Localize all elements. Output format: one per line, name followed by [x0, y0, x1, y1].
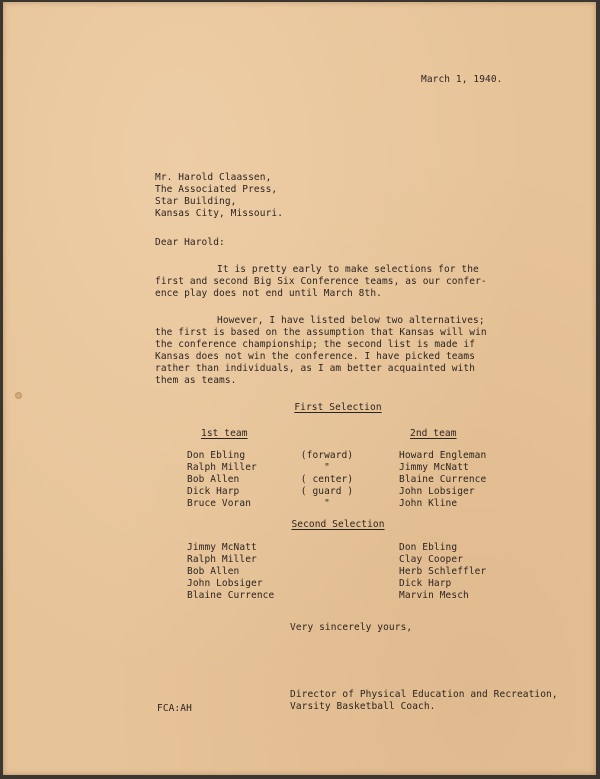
- first-team-header: 1st team: [201, 428, 248, 439]
- paragraph-line: the conference championship; the second list is made if: [155, 339, 476, 350]
- paragraph-line: It is pretty early to make selections for the: [217, 264, 479, 275]
- position-label: ": [324, 462, 330, 473]
- salutation: Dear Harold:: [155, 237, 225, 248]
- address-line: Star Building,: [155, 196, 237, 207]
- address-line: Mr. Harold Claassen,: [155, 172, 272, 183]
- typist-initials: FCA:AH: [157, 703, 192, 714]
- second-selection-heading: Second Selection: [291, 519, 385, 530]
- paragraph-line: first and second Big Six Conference teams, as our confer-: [155, 276, 487, 287]
- paragraph-line: Kansas does not win the conference. I have picked teams: [155, 351, 476, 362]
- paragraph-line: ence play does not end until March 8th.: [155, 288, 382, 299]
- punch-hole-mark: [15, 392, 22, 399]
- signature-title-line: Director of Physical Education and Recreation,: [290, 689, 558, 700]
- player-name: Ralph Miller: [187, 554, 257, 565]
- player-name: Clay Cooper: [399, 554, 464, 565]
- player-name: Don Ebling: [399, 542, 458, 553]
- player-name: John Kline: [399, 498, 458, 509]
- player-name: Bob Allen: [187, 474, 240, 485]
- paragraph-line: However, I have listed below two alternatives;: [217, 315, 485, 326]
- player-name: Blaine Currence: [187, 590, 275, 601]
- player-name: Dick Harp: [399, 578, 452, 589]
- player-name: Bob Allen: [187, 566, 240, 577]
- second-team-header: 2nd team: [410, 428, 457, 439]
- letter-page: [3, 2, 596, 775]
- player-name: Bruce Voran: [187, 498, 252, 509]
- player-name: Jimmy McNatt: [399, 462, 469, 473]
- player-name: Jimmy McNatt: [187, 542, 257, 553]
- player-name: Herb Schleffler: [399, 566, 487, 577]
- paragraph-line: the first is based on the assumption that Kansas will win: [155, 327, 487, 338]
- position-label: ( guard ): [300, 486, 354, 497]
- signature-title-line: Varsity Basketball Coach.: [290, 701, 436, 712]
- first-selection-heading: First Selection: [294, 402, 382, 413]
- position-label: (forward): [300, 450, 354, 461]
- player-name: Ralph Miller: [187, 462, 257, 473]
- closing: Very sincerely yours,: [290, 622, 413, 633]
- position-label: ( center): [300, 474, 354, 485]
- paragraph-line: them as teams.: [155, 375, 237, 386]
- player-name: Marvin Mesch: [399, 590, 469, 601]
- player-name: John Lobsiger: [187, 578, 263, 589]
- player-name: Don Ebling: [187, 450, 246, 461]
- address-line: Kansas City, Missouri.: [155, 208, 284, 219]
- player-name: Blaine Currence: [399, 474, 487, 485]
- player-name: John Lobsiger: [399, 486, 475, 497]
- player-name: Howard Engleman: [399, 450, 487, 461]
- address-line: The Associated Press,: [155, 184, 278, 195]
- position-label: ": [324, 498, 330, 509]
- paragraph-line: rather than individuals, as I am better acquainted with: [155, 363, 476, 374]
- player-name: Dick Harp: [187, 486, 240, 497]
- letter-date: March 1, 1940.: [421, 74, 503, 85]
